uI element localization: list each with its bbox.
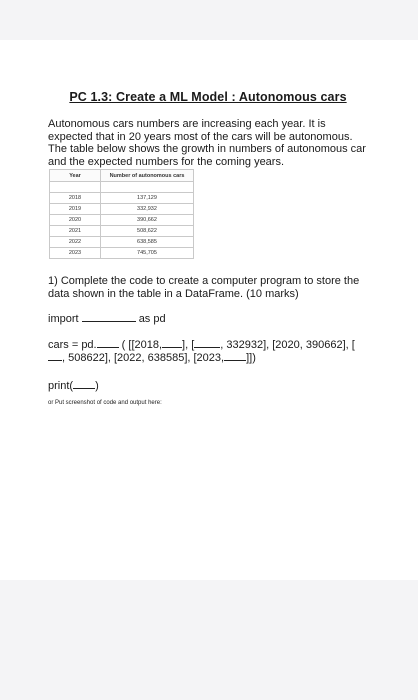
value-cell: 638,585 — [101, 237, 194, 248]
year-cell: 2022 — [50, 237, 101, 248]
year-cell: 2019 — [50, 204, 101, 215]
cars-text-e: 390662], [ — [305, 338, 355, 351]
year-2021-blank[interactable] — [48, 351, 62, 361]
value-cell: 390,662 — [101, 215, 194, 226]
table-row — [50, 248, 194, 259]
table-row — [50, 237, 194, 248]
print-prefix: print( — [48, 379, 74, 392]
cars-text-g: ]]) — [246, 352, 256, 364]
cars-table — [49, 169, 194, 259]
print-suffix: ) — [95, 379, 99, 392]
year-2019-blank[interactable] — [194, 338, 220, 348]
year-cell: 2021 — [50, 226, 101, 237]
count-header: Number of autonomous cars — [101, 170, 194, 182]
print-blank[interactable] — [73, 379, 95, 389]
year-cell: 2023 — [50, 248, 101, 259]
value-2018-blank[interactable] — [162, 338, 182, 348]
import-blank[interactable] — [82, 312, 136, 322]
cars-text-a: cars = pd. — [48, 338, 97, 351]
table-row — [50, 204, 194, 215]
question-text: 1) Complete the code to create a computer program to store the data shown in the table in a DataFrame. (10 marks) — [48, 275, 360, 300]
year-header: Year — [50, 170, 101, 182]
cars-text-f: , 508622], [2022, 638585], [2023, — [62, 352, 225, 364]
cars-text-c: ], [ — [182, 338, 195, 351]
intro-paragraph: Autonomous cars numbers are increasing each year. It is expected that in 20 years most of the cars will be autonomous. The table below shows the growth in numbers of autonomous car and the expected numbers for the coming years. — [48, 118, 366, 168]
year-cell: 2018 — [50, 193, 101, 204]
value-cell: 137,129 — [101, 193, 194, 204]
cars-line — [48, 338, 368, 365]
table-row — [50, 193, 194, 204]
document-content — [48, 90, 368, 406]
table-row — [50, 226, 194, 237]
table-cell-empty — [50, 182, 101, 193]
table-row — [50, 215, 194, 226]
page-title: PC 1.3: Create a ML Model : Autonomous cars — [69, 90, 347, 104]
table-header-row — [50, 170, 194, 182]
cars-text-d: , 332932], [2020, — [220, 338, 303, 351]
value-cell: 745,705 — [101, 248, 194, 259]
cars-text-b: ( [[2018, — [121, 338, 163, 351]
import-keyword: import — [48, 313, 79, 325]
print-line — [48, 379, 368, 393]
table-cell-empty — [101, 182, 194, 193]
function-blank[interactable] — [97, 338, 119, 348]
import-alias: as pd — [138, 313, 166, 325]
year-cell: 2020 — [50, 215, 101, 226]
value-cell: 508,622 — [101, 226, 194, 237]
screenshot-note: or Put screenshot of code and output here: — [48, 400, 162, 406]
import-line — [48, 312, 368, 326]
value-cell: 332,932 — [101, 204, 194, 215]
table-spacer-row — [50, 182, 194, 193]
document-page — [0, 40, 418, 580]
value-2023-blank[interactable] — [224, 351, 246, 361]
